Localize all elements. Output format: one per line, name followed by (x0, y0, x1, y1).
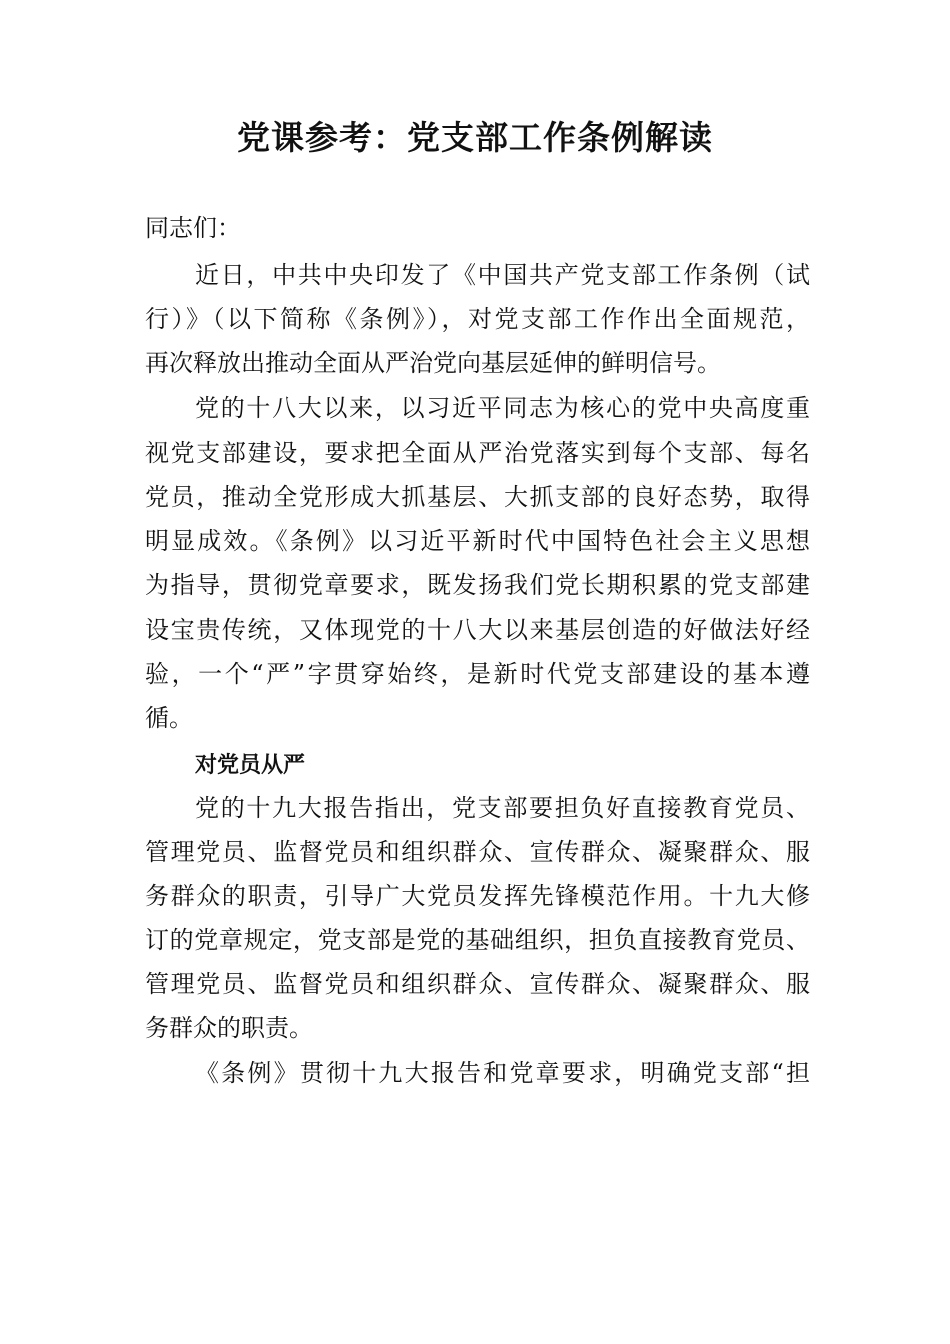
salutation: 同志们： (145, 214, 241, 242)
paragraph-line: 党员，推动全党形成大抓基层、大抓支部的良好态势，取得 (145, 483, 810, 511)
paragraph-line: 务群众的职责，引导广大党员发挥先锋模范作用。十九大修 (145, 882, 810, 910)
paragraph-line: 管理党员、监督党员和组织群众、宣传群众、凝聚群众、服 (145, 838, 810, 866)
paragraph-line: 设宝贵传统，又体现党的十八大以来基层创造的好做法好经 (145, 616, 810, 644)
paragraph-line: 党的十八大以来，以习近平同志为核心的党中央高度重 (195, 394, 810, 422)
paragraph-line: 为指导，贯彻党章要求，既发扬我们党长期积累的党支部建 (145, 571, 810, 599)
paragraph-line: 党的十九大报告指出，党支部要担负好直接教育党员、 (195, 794, 810, 822)
paragraph-line: 再次释放出推动全面从严治党向基层延伸的鲜明信号。 (145, 349, 721, 377)
paragraph-line: 订的党章规定，党支部是党的基础组织，担负直接教育党员、 (145, 926, 810, 954)
paragraph-line: 视党支部建设，要求把全面从严治党落实到每个支部、每名 (145, 439, 810, 467)
document-title: 党课参考：党支部工作条例解读 (237, 118, 713, 157)
paragraph-line: 《条例》贯彻十九大报告和党章要求，明确党支部“担 (195, 1059, 810, 1087)
paragraph-line: 近日，中共中央印发了《中国共产党支部工作条例（试 (195, 261, 810, 289)
paragraph-line: 验，一个“严”字贯穿始终，是新时代党支部建设的基本遵 (145, 660, 810, 688)
section-heading: 对党员从严 (195, 753, 306, 778)
paragraph-line: 循。 (145, 704, 193, 732)
paragraph-line: 明显成效。《条例》以习近平新时代中国特色社会主义思想 (145, 527, 810, 555)
paragraph-line: 管理党员、监督党员和组织群众、宣传群众、凝聚群众、服 (145, 970, 810, 998)
paragraph-line: 务群众的职责。 (145, 1014, 313, 1042)
paragraph-line: 行）》（以下简称《条例》），对党支部工作作出全面规范， (145, 305, 810, 333)
